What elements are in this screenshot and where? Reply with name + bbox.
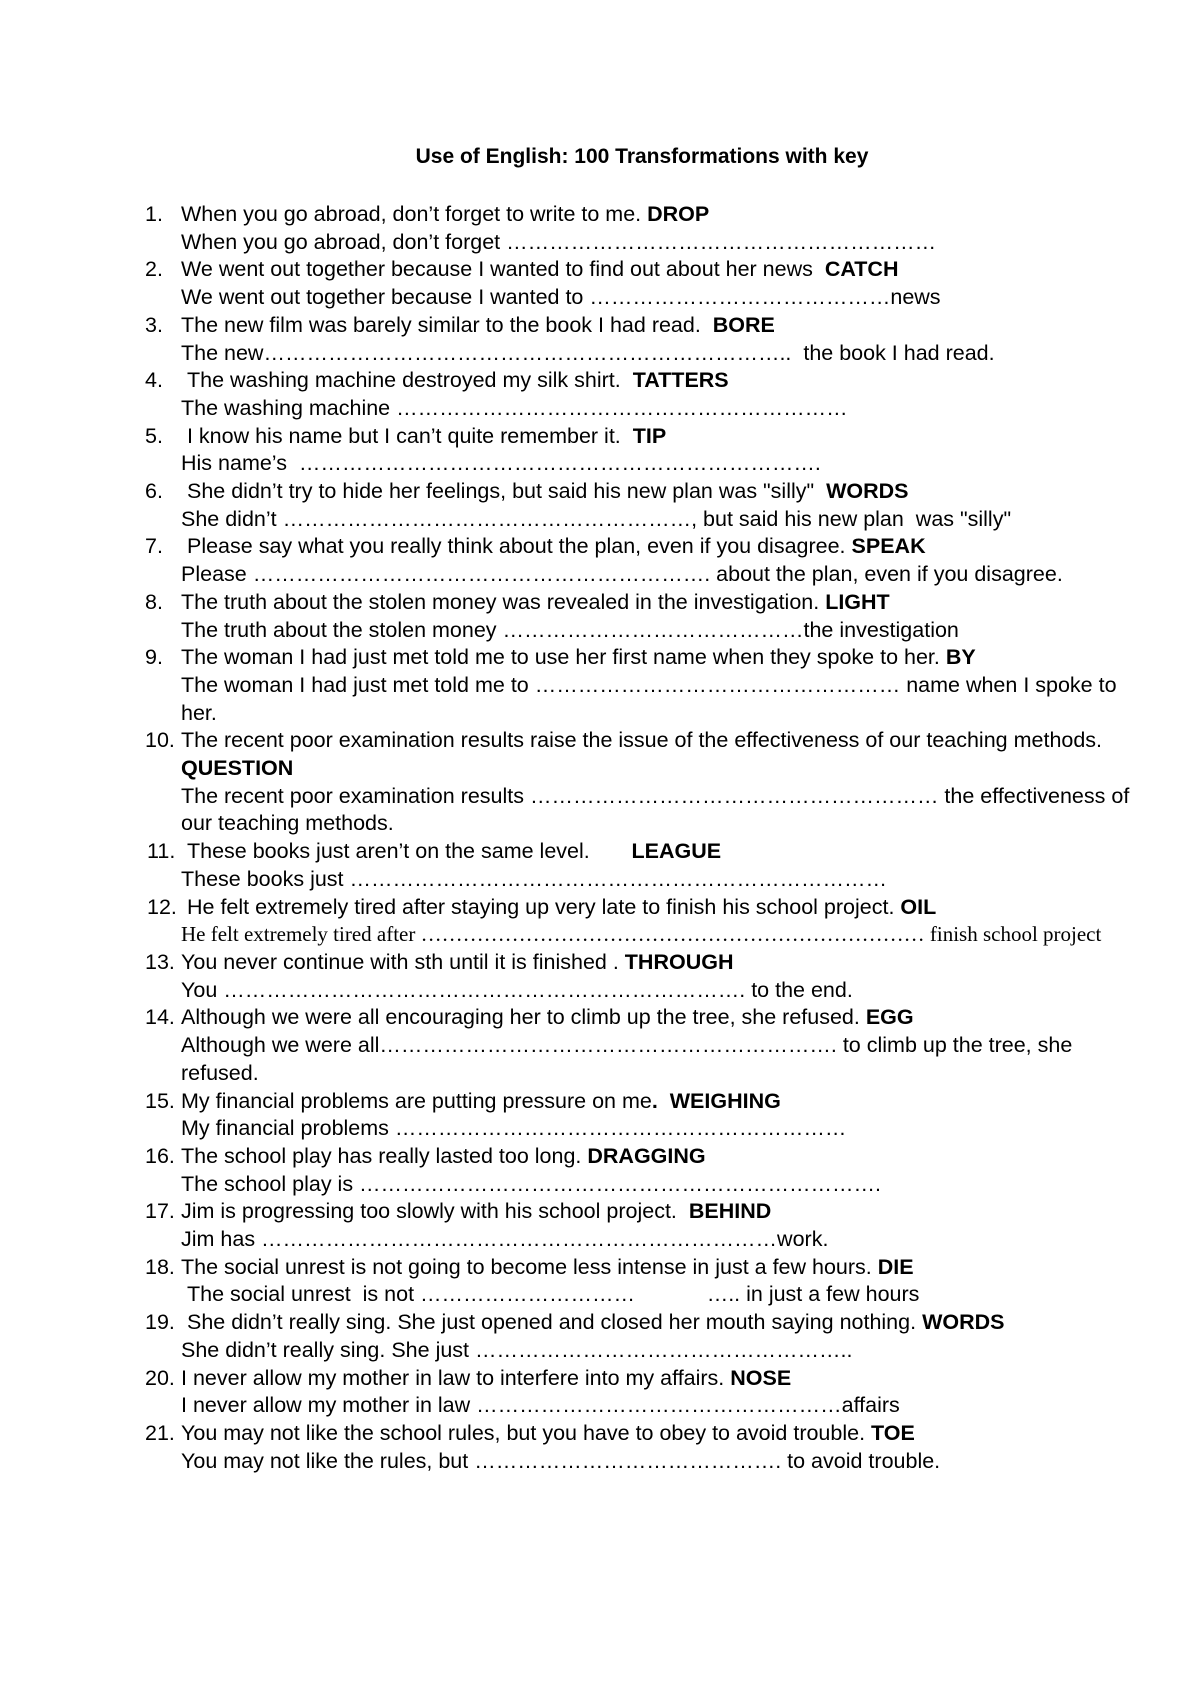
item-answer: He felt extremely tired after ……………………………………………………………… finish school project	[181, 922, 1102, 947]
item-prompt: Please say what you really think about the plan, even if you disagree.	[181, 534, 852, 559]
item-prompt: The truth about the stolen money was revealed in the investigation.	[181, 589, 826, 614]
item-prompt: The woman I had just met told me to use her first name when they spoke to her.	[181, 645, 946, 670]
item-prompt: When you go abroad, don’t forget to write to me.	[181, 202, 648, 226]
item-answer: The social unrest is not ………………………… ….. in just a few hours	[181, 1282, 920, 1307]
item-keyword: CATCH	[824, 257, 899, 282]
item-answer: His name’s ……………………………………………………………….	[181, 451, 821, 476]
item-number: 2.	[145, 257, 163, 282]
list-item	[145, 1198, 1145, 1253]
item-number: 8.	[145, 589, 163, 614]
item-keyword: LEAGUE	[631, 839, 722, 864]
item-number: 5.	[145, 423, 163, 448]
item-keyword: . WEIGHING	[651, 1088, 781, 1113]
item-keyword: THROUGH	[624, 949, 734, 974]
item-answer: Although we were all………………………………………………………. to climb up the tree, she refused.	[181, 1033, 1079, 1085]
list-item	[145, 1088, 1145, 1143]
item-keyword: NOSE	[730, 1365, 792, 1390]
item-keyword: BY	[945, 645, 976, 670]
item-answer: She didn’t really sing. She just ……………………………………………..	[181, 1337, 853, 1362]
item-number: 3.	[145, 312, 163, 337]
item-answer: The recent poor examination results ………………………………………………… the effectiveness of our teaching methods.	[181, 783, 1136, 836]
item-answer: Jim has ………………………………………………………………work.	[181, 1227, 829, 1252]
item-number: 12.	[147, 894, 177, 919]
item-prompt: I never allow my mother in law to interfere into my affairs.	[181, 1365, 731, 1390]
item-answer: The washing machine ………………………………………………………	[181, 395, 848, 420]
list-item	[145, 894, 1145, 949]
list-item	[145, 949, 1145, 1004]
list-item	[145, 1004, 1145, 1087]
item-number: 1.	[145, 202, 163, 226]
item-keyword: OIL	[900, 894, 937, 919]
list-item	[145, 1420, 1145, 1475]
item-answer: The woman I had just met told me to …………………………………………… name when I spoke to her.	[181, 672, 1123, 725]
item-prompt: She didn’t really sing. She just opened and closed her mouth saying nothing.	[181, 1310, 923, 1335]
item-prompt: You may not like the school rules, but you have to obey to avoid trouble.	[181, 1420, 872, 1445]
item-number: 11.	[147, 839, 176, 864]
list-item	[145, 1254, 1145, 1309]
list-item	[145, 1365, 1145, 1420]
item-answer: The school play is ……………………………………………………………….	[181, 1171, 882, 1196]
item-keyword: WORDS	[826, 479, 909, 504]
item-answer: These books just …………………………………………………………………	[181, 866, 888, 891]
item-number: 16.	[145, 1143, 175, 1168]
item-number: 21.	[145, 1420, 175, 1445]
item-number: 15.	[145, 1088, 175, 1113]
list-item	[145, 367, 1145, 422]
item-prompt: You never continue with sth until it is finished .	[181, 949, 625, 974]
item-keyword: SPEAK	[851, 534, 926, 559]
page-title: Use of English: 100 Transformations with key	[415, 145, 869, 168]
item-number: 10.	[145, 728, 175, 753]
item-answer: You may not like the rules, but ……………………………………. to avoid trouble.	[181, 1448, 941, 1473]
item-keyword: LIGHT	[825, 589, 890, 614]
item-prompt: The recent poor examination results raise the issue of the effectiveness of our teaching methods.	[181, 728, 1114, 753]
item-prompt: She didn’t try to hide her feelings, but said his new plan was "silly"	[181, 479, 827, 504]
item-answer: The new……………………………………………………………….. the book I had read.	[181, 340, 995, 365]
item-keyword: BEHIND	[688, 1199, 772, 1224]
item-keyword: DIE	[877, 1254, 914, 1279]
item-answer: The truth about the stolen money ……………………………………the investigation	[181, 617, 959, 642]
item-prompt: These books just aren’t on the same level.	[181, 839, 632, 864]
list-item	[145, 478, 1145, 533]
item-prompt: I know his name but I can’t quite remember it.	[181, 423, 633, 448]
item-prompt: Although we were all encouraging her to climb up the tree, she refused.	[181, 1005, 866, 1030]
item-answer: I never allow my mother in law ……………………………………………affairs	[181, 1393, 900, 1418]
list-item	[145, 838, 1145, 893]
item-number: 20.	[145, 1365, 175, 1390]
item-keyword: TATTERS	[632, 368, 729, 393]
list-item	[145, 423, 1145, 478]
list-item	[145, 256, 1145, 311]
list-item	[145, 644, 1145, 727]
item-prompt: My financial problems are putting pressure on me	[181, 1088, 652, 1113]
item-number: 9.	[145, 645, 163, 670]
list-item	[145, 727, 1145, 838]
item-number: 4.	[145, 368, 163, 393]
item-number: 17.	[145, 1199, 175, 1224]
item-keyword: DRAGGING	[587, 1143, 706, 1168]
list-item	[145, 1309, 1145, 1364]
item-prompt: Jim is progressing too slowly with his school project.	[181, 1199, 689, 1224]
item-prompt: The social unrest is not going to become less intense in just a few hours.	[181, 1254, 878, 1279]
item-keyword: TIP	[632, 423, 667, 448]
item-number: 18.	[145, 1254, 175, 1279]
list-item	[145, 1143, 1145, 1198]
list-item	[145, 201, 1145, 256]
item-keyword: EGG	[865, 1005, 914, 1030]
item-prompt: He felt extremely tired after staying up very late to finish his school project.	[181, 894, 901, 919]
list-item	[145, 589, 1145, 644]
item-answer: We went out together because I wanted to ……………………………………news	[181, 285, 941, 310]
item-number: 6.	[145, 479, 163, 504]
item-number: 19.	[145, 1310, 175, 1335]
item-number: 7.	[145, 534, 163, 559]
item-keyword: QUESTION	[181, 756, 294, 781]
item-number: 13.	[145, 949, 175, 974]
item-keyword: TOE	[871, 1420, 915, 1445]
item-answer: Please ………………………………………………………. about the plan, even if you disagree.	[181, 562, 1063, 587]
item-answer: She didn’t …………………………………………………, but said his new plan was "silly"	[181, 506, 1012, 531]
item-answer: When you go abroad, don’t forget ……………………………………………………	[181, 229, 937, 254]
item-prompt: The school play has really lasted too long.	[181, 1143, 588, 1168]
item-prompt: We went out together because I wanted to find out about her news	[181, 257, 825, 282]
list-item	[145, 533, 1145, 588]
item-prompt: The washing machine destroyed my silk shirt.	[181, 368, 633, 393]
exercise-list	[145, 201, 1145, 1475]
item-keyword: DROP	[647, 202, 710, 226]
item-number: 14.	[145, 1005, 175, 1030]
item-keyword: BORE	[712, 312, 775, 337]
item-prompt: The new film was barely similar to the book I had read.	[181, 312, 713, 337]
item-answer: My financial problems ………………………………………………………	[181, 1116, 847, 1141]
list-item	[145, 312, 1145, 367]
item-keyword: WORDS	[922, 1310, 1005, 1335]
item-answer: You ………………………………………………………………. to the end.	[181, 977, 853, 1002]
